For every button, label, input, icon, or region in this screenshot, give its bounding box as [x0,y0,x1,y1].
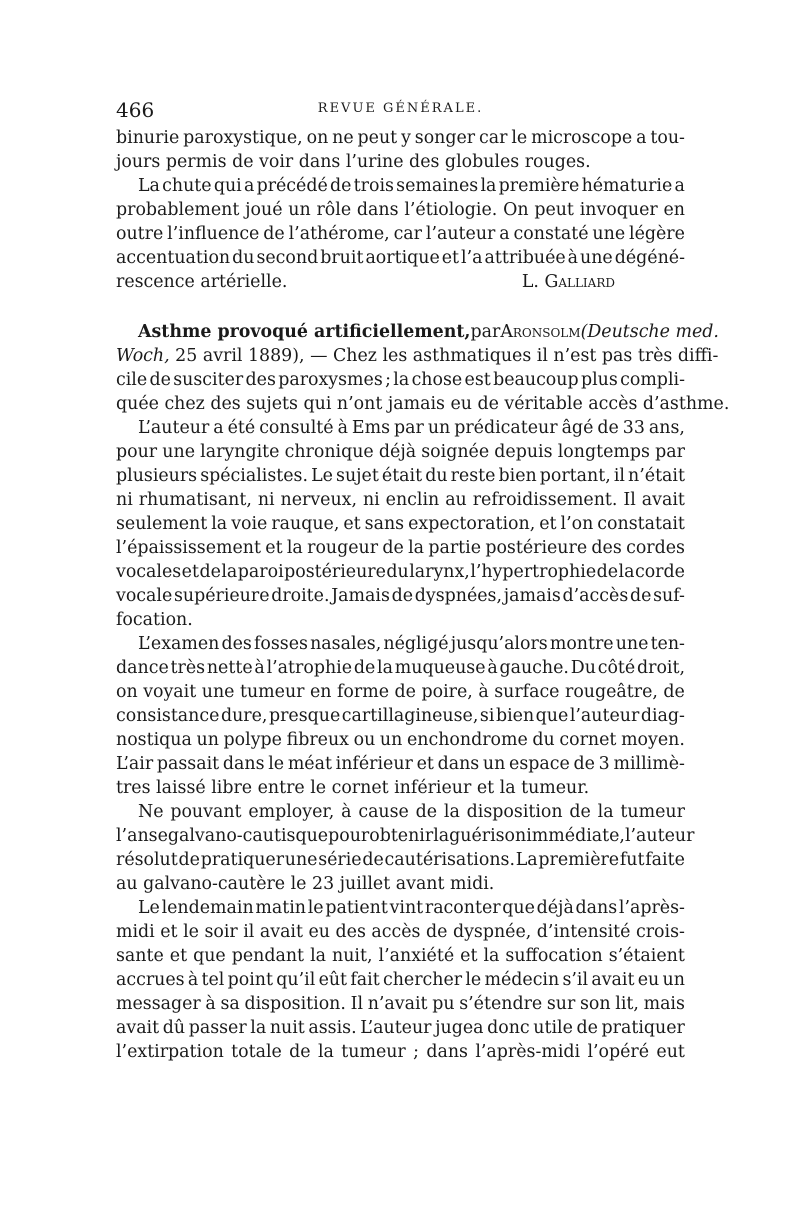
text-line: accentuation du second bruit aortique et l’a attribuée à une dégéné- [116,248,685,268]
article-heading [116,320,719,344]
text-line: avait dû passer la nuit assis. L’auteur jugea donc utile de pratiquer [116,1018,685,1038]
text-line: quée chez des sujets qui n’ont jamais eu de véritable accès d’asthme. [116,394,730,414]
text-line: probablement joué un rôle dans l’étiologie. On peut invoquer en [116,200,685,220]
text-line: sante et que pendant la nuit, l’anxiété et la suffocation s’étaient [116,946,685,966]
text-line: consistance dure, presque cartillagineuse, si bien que l’auteur diag- [116,706,685,726]
text-line: seulement la voie rauque, et sans expectoration, et l’on constatait [116,514,685,534]
text-line: l’extirpation totale de la tumeur ; dans l’après-midi l’opéré eut [116,1042,685,1062]
article-title: Asthme provoqué artificiellement, [138,322,471,342]
text-line: La chute qui a précédé de trois semaines la première hématurie a [138,176,685,196]
text-line: vocales et de la paroi postérieure du larynx, l’hypertrophie de la corde [116,562,685,582]
text-line: L’examen des fosses nasales, négligé jusqu’alors montre une ten- [138,634,685,654]
running-title: REVUE GÉNÉRALE. [317,101,484,116]
text-line: focation. [116,610,193,630]
text-line: vocale supérieure droite. Jamais de dyspnées, jamais d’accès de suf- [116,586,685,606]
text-line: nostiqua un polype fibreux ou un enchondrome du cornet moyen. [116,730,685,750]
article-date-line [116,344,719,368]
signature-line [116,270,685,294]
page-header [116,98,685,122]
text-line: on voyait une tumeur en forme de poire, à surface rougeâtre, de [116,682,685,702]
body-text [116,126,730,1064]
text-line: L’auteur a été consulté à Ems par un prédicateur âgé de 33 ans, [138,418,685,438]
text-line: dance très nette à l’atrophie de la muqueuse à gauche. Du côté droit, [116,658,685,678]
text-line: outre l’influence de l’athérome, car l’auteur a constaté une légère [116,224,685,244]
text-line: jours permis de voir dans l’urine des globules rouges. [116,152,591,172]
text-line: Le lendemain matin le patient vint raconter que déjà dans l’après- [138,898,685,918]
page-number: 466 [116,98,155,122]
article-author: Aronsolm [500,322,581,342]
text-line: tres laissé libre entre le cornet inférieur et la tumeur. [116,778,590,798]
reviewer-signature [522,270,685,294]
signature-name: Galliard [544,272,615,292]
text-line: binurie paroxystique, on ne peut y songer car le microscope a tou- [116,128,685,148]
text-line: L’air passait dans le méat inférieur et dans un espace de 3 millimè- [116,754,685,774]
text-line: ni rhumatisant, ni nerveux, ni enclin au refroidissement. Il avait [116,490,685,510]
signature-initial: L. [521,272,539,292]
article-par: par [470,322,501,342]
text-line: messager à sa disposition. Il n’avait pu s’étendre sur son lit, mais [116,994,685,1014]
text-line: pour une laryngite chronique déjà soignée depuis longtemps par [116,442,685,462]
text-line: midi et le soir il avait eu des accès de dyspnée, d’intensité crois- [116,922,685,942]
text-line: Ne pouvant employer, à cause de la disposition de la tumeur [138,802,685,822]
text-line: l’épaississement et la rougeur de la partie postérieure des cordes [116,538,685,558]
article-journal-cont: Woch, [116,346,170,366]
text-line: résolut de pratiquer une série de cautérisations. La première fut faite [116,850,685,870]
text-line: l’anse galvano-cautisque pour obtenir la guérison immédiate, l’auteur [116,826,695,846]
article-date: 25 avril 1889), — Chez les asthmatiques il n’est pas très diffi- [175,346,719,366]
section-gap [116,294,685,320]
text-line: au galvano-cautère le 23 juillet avant midi. [116,874,495,894]
text-line: accrues à tel point qu’il eût fait chercher le médecin s’il avait eu un [116,970,685,990]
text-line: rescence artérielle. [116,272,288,292]
text-line: plusieurs spécialistes. Le sujet était du reste bien portant, il n’était [116,466,685,486]
text-line: cile de susciter des paroxysmes ; la chose est beaucoup plus compli- [116,370,685,390]
article-journal: (Deutsche med. [580,322,719,342]
